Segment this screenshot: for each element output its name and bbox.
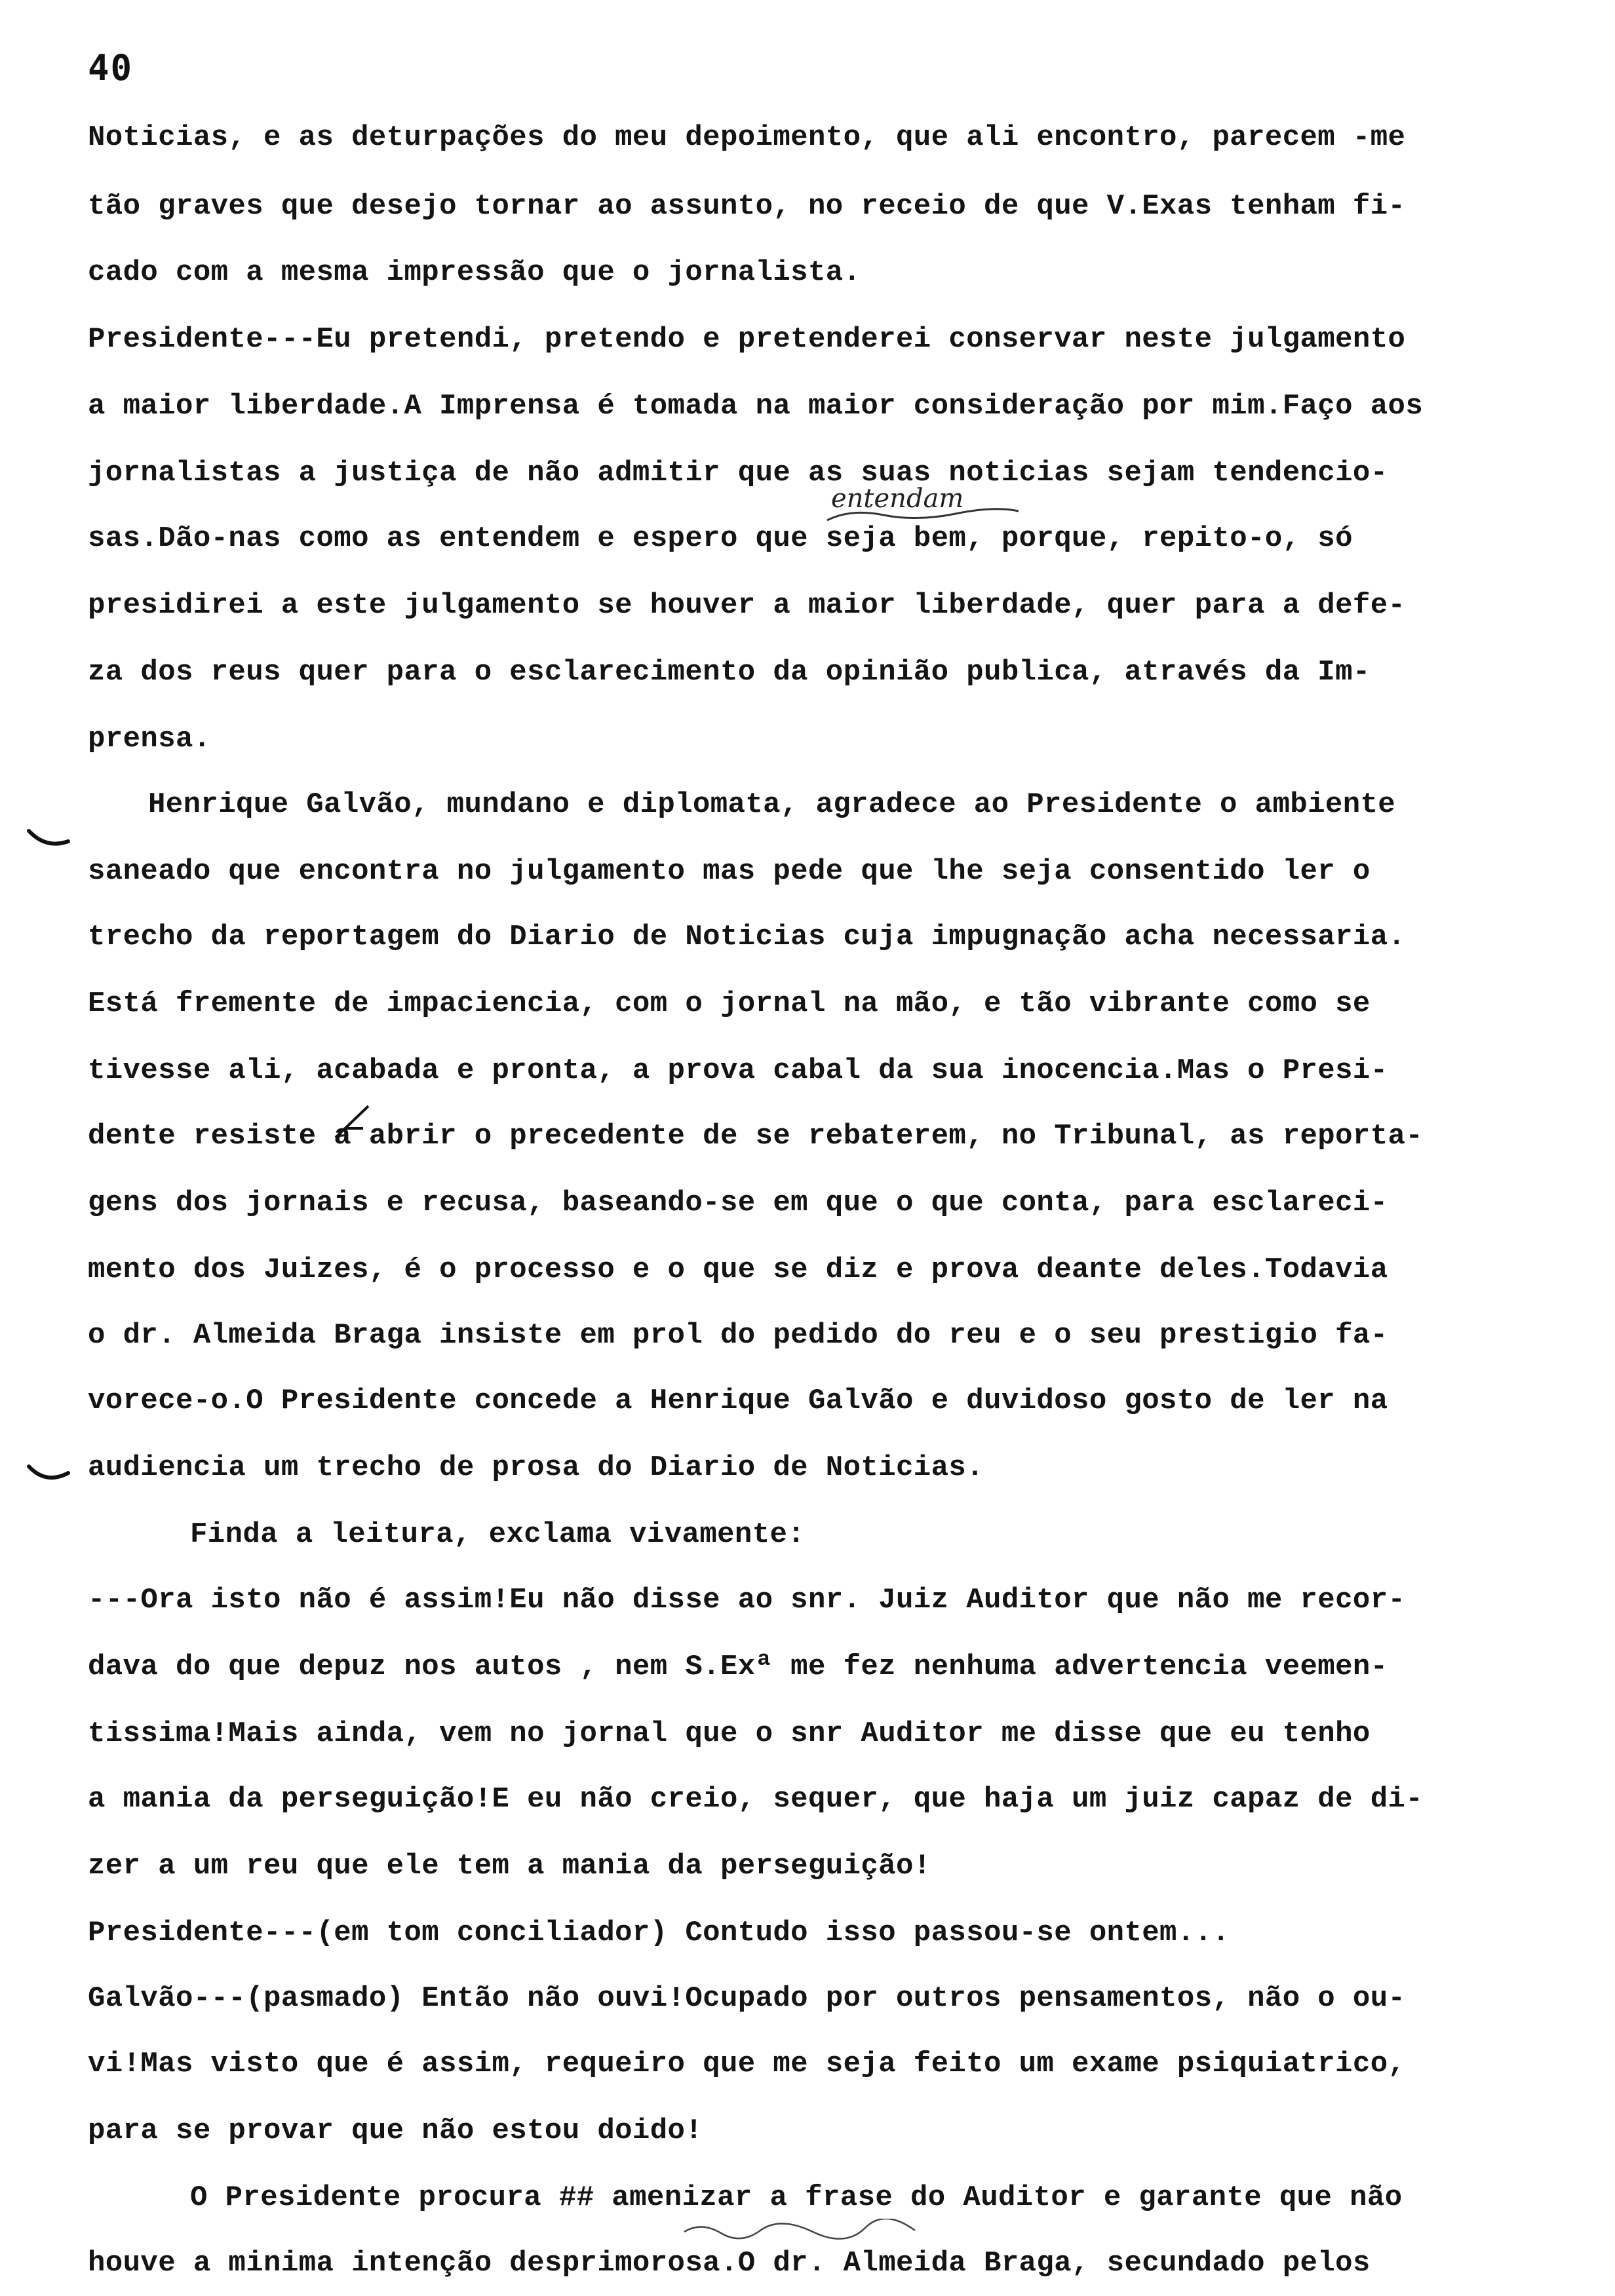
text-line-11: Henrique Galvão, mundano e diplomata, agradece ao Presidente o ambiente [148,788,1396,821]
text-line-30: vi!Mas visto que é assim, requeiro que me seja feito um exame psiquiatrico, [88,2048,1406,2080]
text-line-18: mento dos Juizes, é o processo e o que se diz e prova deante deles.Todavia [88,1253,1388,1286]
text-line-16: dente resiste a abrir o precedente de se rebaterem, no Tribunal, as reporta- [88,1120,1424,1153]
text-line-33: houve a minima intenção desprimorosa.O dr. Almeida Braga, secundado pelos [88,2247,1371,2280]
text-line-15: tivesse ali, acabada e pronta, a prova cabal da sua inocencia.Mas o Presi- [88,1054,1388,1087]
text-line-5: a maior liberdade.A Imprensa é tomada na maior consideração por mim.Faço aos [88,390,1424,423]
correction-mark [329,1102,375,1141]
text-line-24: dava do que depuz nos autos , nem S.Exª me fez nenhuma advertencia veemen- [88,1651,1388,1683]
text-line-14: Está fremente de impaciencia, com o jornal na mão, e tão vibrante como se [88,987,1371,1020]
text-line-17: gens dos jornais e recusa, baseando-se em que o que conta, para esclareci- [88,1187,1388,1219]
text-line-6: jornalistas a justiça de não admitir que as suas noticias sejam tendencio- [88,457,1388,489]
text-line-1: Noticias, e as deturpações do meu depoimento, que ali encontro, parecem -me [88,121,1406,154]
margin-bracket-mark [26,1463,72,1489]
text-line-19: o dr. Almeida Braga insiste em prol do pedido do reu e o seu prestigio fa- [88,1319,1388,1352]
text-line-10: prensa. [88,723,211,756]
text-line-28: Presidente---(em tom conciliador) Contudo isso passou-se ontem... [88,1917,1230,1949]
text-line-4: Presidente---Eu pretendi, pretendo e pretenderei conservar neste julgamento [88,323,1406,356]
text-line-3: cado com a mesma impressão que o jornalista. [88,256,861,289]
text-line-32: O Presidente procura ## amenizar a frase do Auditor e garante que não [190,2181,1403,2214]
text-line-7: sas.Dão-nas como as entendem e espero que seja bem, porque, repito-o, só [88,522,1353,555]
text-line-27: zer a um reu que ele tem a mania da perseguição! [88,1850,931,1883]
page-number: 40 [88,47,134,88]
handwritten-annotation: entendam [831,484,964,514]
text-line-9: za dos reus quer para o esclarecimento da opinião publica, através da Im- [88,656,1371,689]
text-line-20: vorece-o.O Presidente concede a Henrique Galvão e duvidoso gosto de ler na [88,1385,1388,1417]
margin-bracket-mark [26,827,72,853]
text-line-29: Galvão---(pasmado) Então não ouvi!Ocupado por outros pensamentos, não o ou- [88,1982,1406,2015]
text-line-21: audiencia um trecho de prosa do Diario de Noticias. [88,1451,984,1484]
handwritten-stroke [682,2219,918,2245]
text-line-2: tão graves que desejo tornar ao assunto, no receio de que V.Exas tenham fi- [88,190,1406,223]
text-line-23: ---Ora isto não é assim!Eu não disse ao snr. Juiz Auditor que não me recor- [88,1584,1406,1617]
text-line-12: saneado que encontra no julgamento mas pede que lhe seja consentido ler o [88,855,1371,888]
text-line-25: tissima!Mais ainda, vem no jornal que o snr Auditor me disse que eu tenho [88,1717,1371,1750]
handwritten-stroke [825,506,1021,526]
text-line-22: Finda a leitura, exclama vivamente: [190,1518,806,1551]
text-line-26: a mania da perseguição!E eu não creio, sequer, que haja um juiz capaz de di- [88,1783,1424,1816]
text-line-8: presidirei a este julgamento se houver a maior liberdade, quer para a defe- [88,589,1406,622]
text-line-13: trecho da reportagem do Diario de Noticias cuja impugnação acha necessaria. [88,921,1406,953]
text-line-31: para se provar que não estou doido! [88,2114,703,2147]
